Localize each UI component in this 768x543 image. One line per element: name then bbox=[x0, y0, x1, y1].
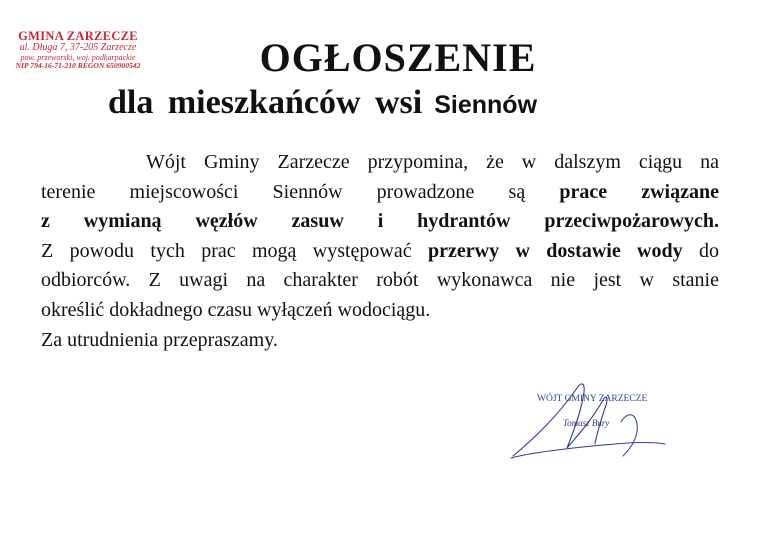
body-line-3-bold: z wymianą węzłów zasuw i hydrantów przeciwpożarowych. bbox=[41, 210, 719, 233]
body-line-6: określić dokładnego czasu wyłączeń wodociągu. bbox=[41, 298, 431, 321]
body-line-2-bold: prace związane bbox=[559, 180, 719, 203]
handwritten-signature-icon bbox=[505, 378, 685, 468]
subtitle-text: dla mieszkańców wsi bbox=[108, 84, 423, 121]
body-line-7: Za utrudnienia przepraszamy. bbox=[41, 328, 278, 351]
body-line-2-text: terenie miejscowości Siennów prowadzone są bbox=[41, 180, 560, 203]
subtitle-place: Siennów bbox=[434, 91, 538, 119]
body-line-4-bold: przerwy w dostawie wody bbox=[428, 239, 683, 262]
announcement-title: OGŁOSZENIE bbox=[259, 35, 537, 80]
signature-block bbox=[505, 378, 685, 468]
body-line-4 bbox=[41, 237, 719, 267]
body-line-1: Wójt Gminy Zarzecze przypomina, że w dalszym ciągu na bbox=[146, 151, 719, 173]
body-line-2 bbox=[41, 178, 719, 208]
body-line-4-text: Z powodu tych prac mogą występować bbox=[41, 239, 428, 262]
stamp-line-address: ul. Długa 7, 37-205 Zarzecze bbox=[19, 42, 137, 54]
body-line-4-tail: do bbox=[682, 239, 719, 262]
announcement-body bbox=[41, 148, 719, 355]
body-line-5: odbiorców. Z uwagi na charakter robót wykonawca nie jest w stanie bbox=[41, 269, 719, 292]
stamp-line-ids: NIP 794-16-71-210 REGON 650900542 bbox=[15, 61, 141, 71]
body-line-3 bbox=[41, 207, 719, 237]
announcement-subtitle bbox=[108, 84, 537, 122]
stamp-line-region: pow. przeworski, woj. podkarpackie bbox=[20, 52, 136, 62]
stamp-line-name: GMINA ZARZECZE bbox=[18, 29, 138, 43]
signature-title: WÓJT GMINY ZARZECZE bbox=[537, 394, 648, 404]
signature-name: Tomasz Bury bbox=[563, 418, 610, 428]
